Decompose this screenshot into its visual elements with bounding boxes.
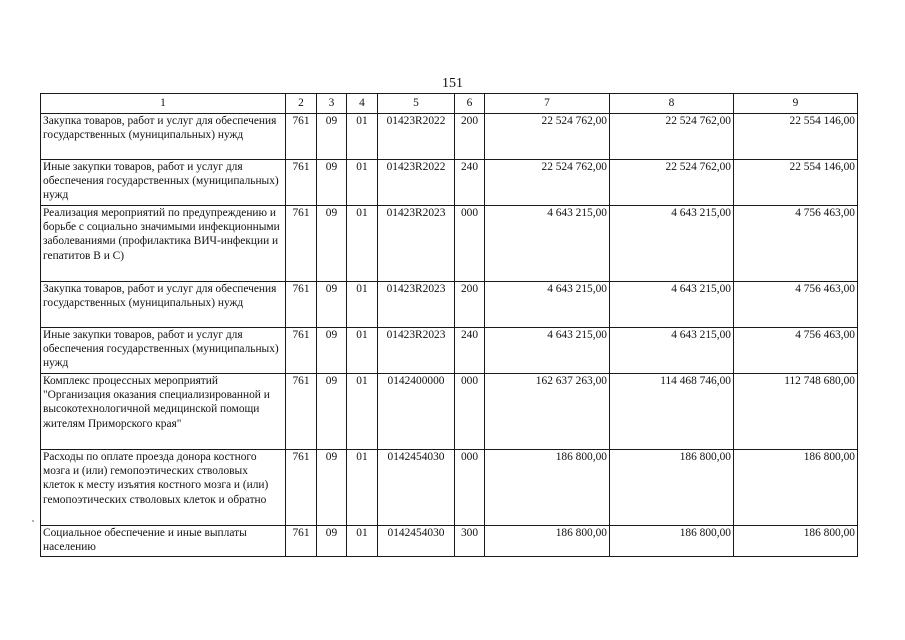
amount-cell-year2: 4 643 215,00 [610, 282, 734, 328]
row-name-cell: Иные закупки товаров, работ и услуг для обеспечения государственных (муниципальных) нужд [41, 160, 286, 206]
target-article-cell: 01423R2022 [378, 160, 455, 206]
amount-cell-year1: 186 800,00 [485, 450, 610, 526]
expense-type-cell: 000 [455, 450, 485, 526]
amount-cell-year2: 186 800,00 [610, 450, 734, 526]
ministry-code-cell: 761 [286, 374, 317, 450]
amount-cell-year1: 22 524 762,00 [485, 114, 610, 160]
table-row [41, 160, 858, 206]
expense-type-cell: 240 [455, 328, 485, 374]
column-header: 4 [347, 94, 378, 114]
amount-cell-year3: 112 748 680,00 [734, 374, 858, 450]
target-article-cell: 01423R2023 [378, 206, 455, 282]
scan-speck [32, 520, 34, 522]
amount-cell-year2: 186 800,00 [610, 526, 734, 557]
subsection-code-cell: 01 [347, 328, 378, 374]
amount-cell-year1: 162 637 263,00 [485, 374, 610, 450]
table-header-row [41, 94, 858, 114]
expense-type-cell: 200 [455, 282, 485, 328]
expense-type-cell: 240 [455, 160, 485, 206]
amount-cell-year3: 4 756 463,00 [734, 282, 858, 328]
amount-cell-year2: 22 524 762,00 [610, 160, 734, 206]
ministry-code-cell: 761 [286, 450, 317, 526]
table-row [41, 206, 858, 282]
target-article-cell: 0142400000 [378, 374, 455, 450]
column-header: 2 [286, 94, 317, 114]
row-name-cell: Реализация мероприятий по предупреждению и борьбе с социально значимыми инфекционными заболеваниями (профилактика ВИЧ-инфекции и гепатитов B и C) [41, 206, 286, 282]
expense-type-cell: 300 [455, 526, 485, 557]
ministry-code-cell: 761 [286, 526, 317, 557]
ministry-code-cell: 761 [286, 160, 317, 206]
expense-type-cell: 200 [455, 114, 485, 160]
amount-cell-year3: 22 554 146,00 [734, 160, 858, 206]
target-article-cell: 01423R2023 [378, 328, 455, 374]
section-code-cell: 09 [317, 526, 347, 557]
target-article-cell: 01423R2023 [378, 282, 455, 328]
target-article-cell: 0142454030 [378, 526, 455, 557]
row-name-cell: Расходы по оплате проезда донора костного мозга и (или) гемопоэтических стволовых клеток к месту изъятия костного мозга и (или) гемопоэтических стволовых клеток и обратно [41, 450, 286, 526]
expense-type-cell: 000 [455, 374, 485, 450]
section-code-cell: 09 [317, 114, 347, 160]
column-header: 5 [378, 94, 455, 114]
target-article-cell: 0142454030 [378, 450, 455, 526]
column-header: 6 [455, 94, 485, 114]
subsection-code-cell: 01 [347, 114, 378, 160]
row-name-cell: Социальное обеспечение и иные выплаты населению [41, 526, 286, 557]
section-code-cell: 09 [317, 328, 347, 374]
section-code-cell: 09 [317, 282, 347, 328]
section-code-cell: 09 [317, 374, 347, 450]
expense-type-cell: 000 [455, 206, 485, 282]
amount-cell-year3: 186 800,00 [734, 450, 858, 526]
row-name-cell: Закупка товаров, работ и услуг для обеспечения государственных (муниципальных) нужд [41, 114, 286, 160]
amount-cell-year1: 186 800,00 [485, 526, 610, 557]
amount-cell-year3: 4 756 463,00 [734, 328, 858, 374]
column-header: 8 [610, 94, 734, 114]
table-row [41, 114, 858, 160]
ministry-code-cell: 761 [286, 206, 317, 282]
column-header: 3 [317, 94, 347, 114]
row-name-cell: Иные закупки товаров, работ и услуг для обеспечения государственных (муниципальных) нужд [41, 328, 286, 374]
table-row [41, 450, 858, 526]
subsection-code-cell: 01 [347, 450, 378, 526]
amount-cell-year3: 186 800,00 [734, 526, 858, 557]
subsection-code-cell: 01 [347, 206, 378, 282]
table-row [41, 526, 858, 557]
column-header: 1 [41, 94, 286, 114]
section-code-cell: 09 [317, 206, 347, 282]
budget-table [40, 93, 858, 557]
amount-cell-year3: 22 554 146,00 [734, 114, 858, 160]
page-number: 151 [442, 76, 463, 91]
subsection-code-cell: 01 [347, 526, 378, 557]
target-article-cell: 01423R2022 [378, 114, 455, 160]
table-row [41, 328, 858, 374]
subsection-code-cell: 01 [347, 282, 378, 328]
ministry-code-cell: 761 [286, 282, 317, 328]
column-header: 9 [734, 94, 858, 114]
amount-cell-year3: 4 756 463,00 [734, 206, 858, 282]
table-row [41, 374, 858, 450]
amount-cell-year1: 4 643 215,00 [485, 282, 610, 328]
amount-cell-year2: 114 468 746,00 [610, 374, 734, 450]
column-header: 7 [485, 94, 610, 114]
row-name-cell: Закупка товаров, работ и услуг для обеспечения государственных (муниципальных) нужд [41, 282, 286, 328]
section-code-cell: 09 [317, 160, 347, 206]
subsection-code-cell: 01 [347, 374, 378, 450]
ministry-code-cell: 761 [286, 328, 317, 374]
row-name-cell: Комплекс процессных мероприятий "Организация оказания специализированной и высокотехнологичной медицинской помощи жителям Приморского края" [41, 374, 286, 450]
subsection-code-cell: 01 [347, 160, 378, 206]
section-code-cell: 09 [317, 450, 347, 526]
amount-cell-year1: 4 643 215,00 [485, 328, 610, 374]
ministry-code-cell: 761 [286, 114, 317, 160]
amount-cell-year2: 22 524 762,00 [610, 114, 734, 160]
amount-cell-year1: 22 524 762,00 [485, 160, 610, 206]
amount-cell-year2: 4 643 215,00 [610, 206, 734, 282]
table-row [41, 282, 858, 328]
amount-cell-year1: 4 643 215,00 [485, 206, 610, 282]
amount-cell-year2: 4 643 215,00 [610, 328, 734, 374]
